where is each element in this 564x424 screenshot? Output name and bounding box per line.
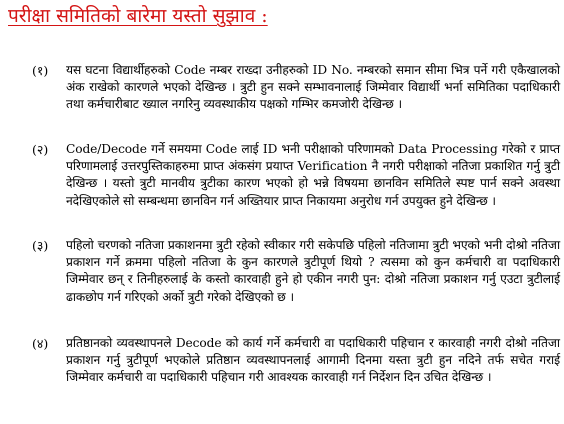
suggestion-number: (३) [32, 238, 49, 253]
suggestion-number: (४) [32, 336, 49, 351]
suggestion-item-4 [32, 335, 560, 415]
suggestion-text: यस घटना विद्यार्थीहरुको Code नम्बर राख्दा उनीहरुको ID No. नम्बरको समान सीमा भित्र पर्ने गरी एकैखालको अंक राखेको कारणले भएको देखिन्छ । त्रुटी हुन सक्ने सम्भावनालाई जिम्मेवार विद्यार्थी भर्ना समितिका पदाधिकारी तथा कर्मचारीबाट ख्याल नगरिनु व्यवस्थाकीय पक्षको गम्भिर कमजोरी देखिन्छ । [66, 63, 560, 112]
suggestion-number: (१) [32, 63, 49, 78]
suggestion-item-3 [32, 237, 560, 327]
suggestion-text: पहिलो चरणको नतिजा प्रकाशनमा त्रुटी रहेको स्वीकार गरी सकेपछि पहिलो नतिजामा त्रुटी भएको भनी दोश्रो नतिजा प्रकाशन गर्ने क्रममा पहिलो नतिजा के कुन कारणले त्रुटीपूर्ण थियो ? त्यसमा को कुन कर्मचारी वा पदाधिकारी जिम्मेवार छन् र तिनीहरुलाई के कस्तो कारवाही हुने हो एकीन नगरी पुन: दोश्रो नतिजा प्रकाशन गर्नु एउटा त्रुटीलाई ढाकछोप गर्न गरिएको अर्को त्रुटी गरेको देखिएको छ । [66, 238, 560, 304]
suggestion-item-2 [32, 141, 560, 231]
suggestion-number: (२) [32, 142, 49, 157]
suggestion-text: Code/Decode गर्ने समयमा Code लाई ID भनी परीक्षाको परिणामको Data Processing गरेको र प्राप्त परिणामलाई उत्तरपुस्तिकाहरुमा प्राप्त अंकसंग प्रयाप्त Verification नै नगरी परीक्षाको नतिजा प्रकाशित गर्नु त्रुटी देखिन्छ । यस्तो त्रुटी मानवीय त्रुटीका कारण भएको हो भन्ने विषयमा छानविन समितिले स्पष्ट पार्न सक्ने अवस्था नदेखिएकोले सो सम्बन्धमा छानविन गर्न अख्तियार प्राप्त निकायमा अनुरोध गर्न उपयुक्त हुने देखिन्छ । [66, 142, 560, 208]
suggestion-item-1 [32, 62, 560, 134]
suggestion-text: प्रतिष्ठानको व्यवस्थापनले Decode को कार्य गर्ने कर्मचारी वा पदाधिकारी पहिचान र कारवाही नगरी दोश्रो नतिजा प्रकाशन गर्नु त्रुटीपूर्ण भएकोले प्रतिष्ठान व्यवस्थापनलाई आगामी दिनमा यस्ता त्रुटी हुन नदिने तर्फ सचेत गराई जिम्मेवार कर्मचारी वा पदाधिकारी पहिचान गरी आवश्यक कारवाही गर्न निर्देशन दिन उचित देखिन्छ । [66, 336, 560, 385]
page-title: परीक्षा समितिको बारेमा यस्तो सुझाव : [8, 5, 268, 27]
